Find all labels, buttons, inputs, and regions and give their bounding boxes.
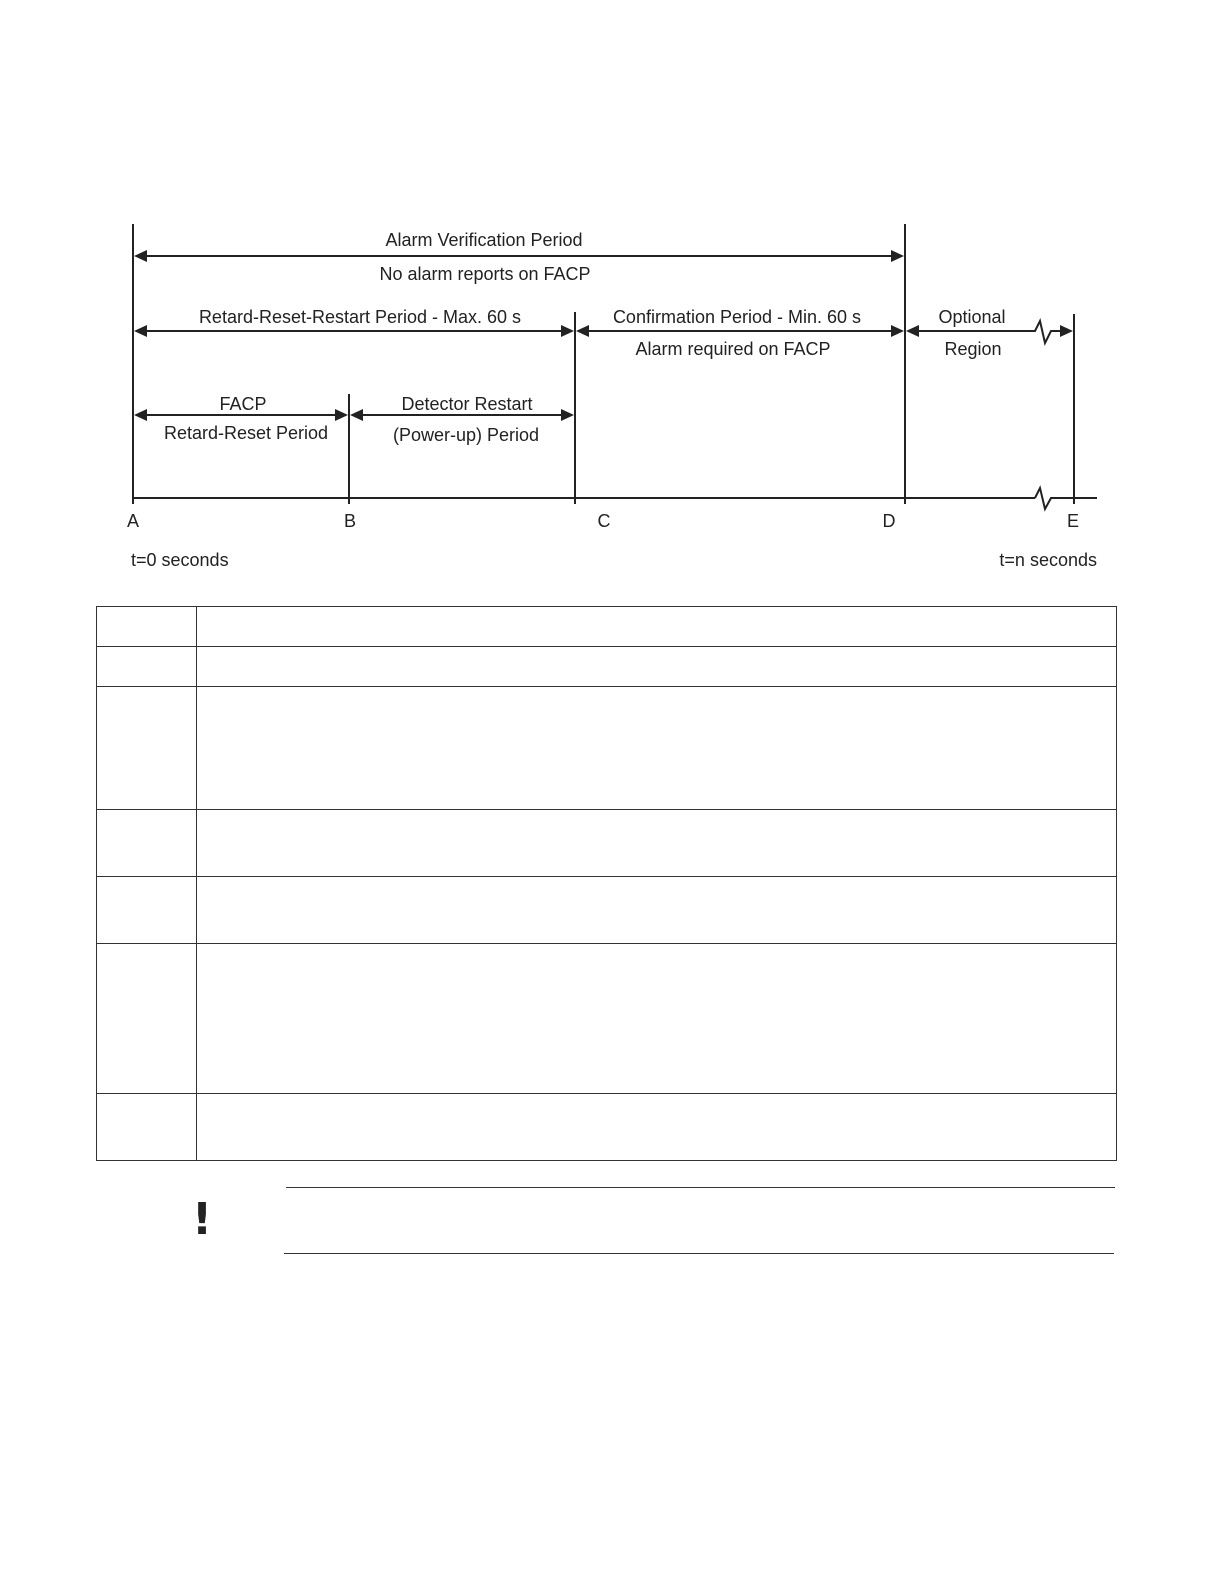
alarm-verification-label: Alarm Verification Period (385, 230, 583, 250)
detector-restart-label: Detector Restart (401, 394, 533, 414)
table-cell-description (197, 607, 1117, 647)
table-cell-key (97, 687, 197, 810)
alarm-required-label: Alarm required on FACP (635, 339, 831, 359)
exclamation-icon: ! (192, 1194, 213, 1245)
power-up-period-label: (Power-up) Period (392, 425, 540, 445)
region-label: Region (944, 339, 1002, 359)
point-e-label: E (1066, 511, 1080, 531)
time-end-label: t=n seconds (999, 550, 1097, 570)
table-row (97, 647, 1117, 687)
point-c-label: C (597, 511, 611, 531)
facp-label: FACP (219, 394, 267, 414)
table-cell-description (197, 877, 1117, 944)
axis-break-mark (1035, 488, 1097, 509)
table-row (97, 607, 1117, 647)
table-row (97, 687, 1117, 810)
table-cell-key (97, 810, 197, 877)
table-cell-key (97, 1094, 197, 1161)
timing-legend-table (96, 606, 1117, 1161)
point-b-label: B (343, 511, 357, 531)
table-cell-key (97, 944, 197, 1094)
optional-label: Optional (938, 307, 1006, 327)
confirmation-period-label: Confirmation Period - Min. 60 s (612, 307, 862, 327)
no-alarm-reports-label: No alarm reports on FACP (379, 264, 591, 284)
note-top-rule (286, 1187, 1115, 1188)
note-bottom-rule (284, 1253, 1114, 1254)
table-cell-description (197, 944, 1117, 1094)
table-cell-description (197, 1094, 1117, 1161)
table-cell-description (197, 687, 1117, 810)
table-row (97, 1094, 1117, 1161)
retard-reset-period-label: Retard-Reset Period (163, 423, 329, 443)
alarm-verification-arrow (134, 250, 904, 262)
point-d-label: D (882, 511, 896, 531)
alarm-verification-timing-diagram (0, 0, 1224, 600)
table-cell-description (197, 647, 1117, 687)
table-cell-key (97, 647, 197, 687)
table-row (97, 810, 1117, 877)
caution-note (96, 1186, 1116, 1256)
table-cell-key (97, 607, 197, 647)
time-start-label: t=0 seconds (131, 550, 229, 570)
point-a-label: A (126, 511, 140, 531)
table-cell-key (97, 877, 197, 944)
table-row (97, 877, 1117, 944)
retard-reset-restart-label: Retard-Reset-Restart Period - Max. 60 s (198, 307, 522, 327)
table-row (97, 944, 1117, 1094)
table-cell-description (197, 810, 1117, 877)
